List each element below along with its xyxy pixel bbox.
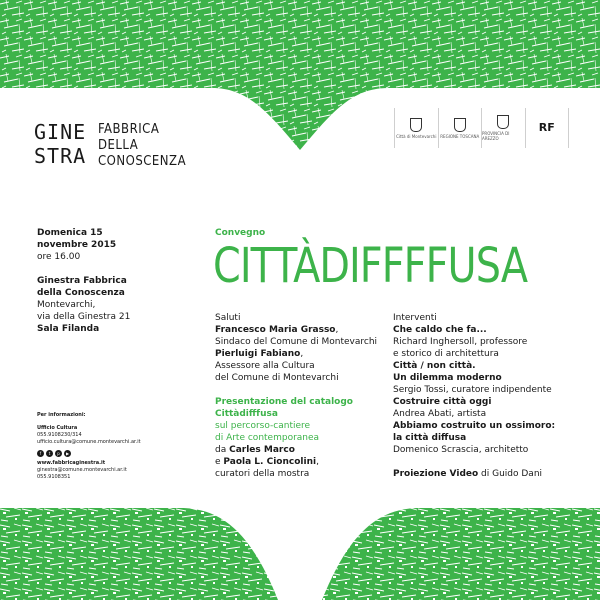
facebook-icon[interactable]: f (37, 450, 44, 457)
partner-name: RF (538, 121, 555, 134)
logo-mark-line1: GINE (34, 120, 87, 144)
talk2-title-a: Città / non città. (393, 361, 476, 371)
talk1-speaker-b: e storico di architettura (393, 349, 499, 359)
venue-line1: Ginestra Fabbrica (37, 276, 127, 286)
logo-word-2: DELLA (98, 138, 139, 153)
social-icons (37, 450, 197, 457)
logo-words (98, 122, 186, 170)
speaker1-name: Francesco Maria Grasso (215, 325, 336, 335)
info-block (37, 412, 197, 481)
program-saluti: Saluti Francesco Maria Grasso, Sindaco del Comune di Montevarchi Pierluigi Fabiano, Assessore alla Cultura del Comune di Montevarchi Presentazione del catalogo Cittàdifffusa sul percorso-cantiere di Arte contemporanea da Carles Marco e Paola L. Cioncolini, curatori della mostra (215, 312, 390, 480)
event-type-label: Convegno (215, 228, 266, 238)
catalogo-line2: Cittàdifffusa (215, 409, 278, 419)
talk4-title-a: Abbiamo costruito un ossimoro: (393, 421, 556, 431)
talk3-title: Costruire città oggi (393, 397, 492, 407)
talk2-speaker: Sergio Tossi, curatore indipendente (393, 385, 552, 395)
pinterest-icon[interactable]: p (55, 450, 62, 457)
talk4-speaker: Domenico Scrascia, architetto (393, 445, 529, 455)
crest-icon (497, 115, 509, 129)
venue-line2: della Conoscenza (37, 288, 125, 298)
partner-montevarchi (394, 108, 438, 148)
talk3-speaker: Andrea Abati, artista (393, 409, 487, 419)
info-email1[interactable]: ufficio.cultura@comune.montevarchi.ar.it (37, 439, 141, 445)
author2-name: Paola L. Cioncolini (223, 457, 317, 467)
speaker2-name: Pierluigi Fabiano (215, 349, 301, 359)
talk1-title: Che caldo che fa... (393, 325, 487, 335)
event-details (37, 227, 207, 335)
event-title: CITTÀDIFFFFUSA (213, 238, 528, 294)
ginestra-logo (34, 120, 187, 174)
speaker1-role: Sindaco del Comune di Montevarchi (215, 337, 378, 347)
catalogo-line7: curatori della mostra (215, 469, 310, 479)
program-interventi (393, 312, 583, 480)
info-phone1: 055.9108230/314 (37, 432, 82, 438)
partner-rf (525, 108, 570, 148)
talk4-title-b: la città diffusa (393, 433, 467, 443)
twitter-icon[interactable]: t (46, 450, 53, 457)
logo-word-1: FABBRICA (98, 122, 160, 137)
catalogo-prefix1: da (215, 445, 230, 455)
partner-regione (438, 108, 482, 148)
partner-name: REGIONE TOSCANA (440, 133, 480, 139)
address-line2: via della Ginestra 21 (37, 312, 131, 322)
info-phone2: 055.9108351 (37, 474, 71, 480)
ginestra-mark (34, 120, 87, 170)
author1-name: Carles Marco (229, 445, 295, 455)
speaker2-role1: Assessore alla Cultura (215, 361, 315, 371)
video-author: di Guido Dani (478, 469, 543, 479)
catalogo-line4: di Arte contemporanea (215, 433, 320, 443)
partner-provincia (481, 108, 525, 148)
room-name: Sala Filanda (37, 324, 100, 334)
talk2-title-b: Un dilemma moderno (393, 373, 502, 383)
catalogo-line3: sul percorso-cantiere (215, 421, 311, 431)
info-website[interactable]: www.fabbricaginestra.it (37, 460, 106, 466)
event-time: ore 16.00 (37, 252, 81, 262)
partner-name: PROVINCIA DI AREZZO (482, 131, 510, 141)
youtube-icon[interactable]: ▶ (65, 451, 70, 456)
info-heading: Per informazioni: (37, 412, 86, 418)
info-email2[interactable]: ginestra@comune.montevarchi.ar.it (37, 467, 127, 473)
partner-logos (394, 108, 569, 148)
event-date-line1: Domenica 15 (37, 228, 103, 238)
partner-name: Città di Montevarchi (396, 133, 437, 139)
crest-icon (454, 118, 466, 132)
talk1-speaker-a: Richard Inghersoll, professore (393, 337, 528, 347)
interventi-heading: Interventi (393, 313, 437, 323)
speaker2-role2: del Comune di Montevarchi (215, 373, 339, 383)
catalogo-prefix2: e (215, 457, 224, 467)
crest-icon (410, 118, 422, 132)
logo-word-3: CONOSCENZA (98, 154, 187, 169)
video-label: Proiezione Video (393, 469, 479, 479)
bottom-texture-band (0, 490, 600, 600)
catalogo-line1: Presentazione del catalogo (215, 397, 353, 407)
address-line1: Montevarchi, (37, 300, 96, 310)
logo-mark-line2: STRA (34, 144, 87, 168)
info-office: Ufficio Cultura (37, 425, 78, 431)
event-date-line2: novembre 2015 (37, 240, 117, 250)
saluti-heading: Saluti (215, 313, 241, 323)
